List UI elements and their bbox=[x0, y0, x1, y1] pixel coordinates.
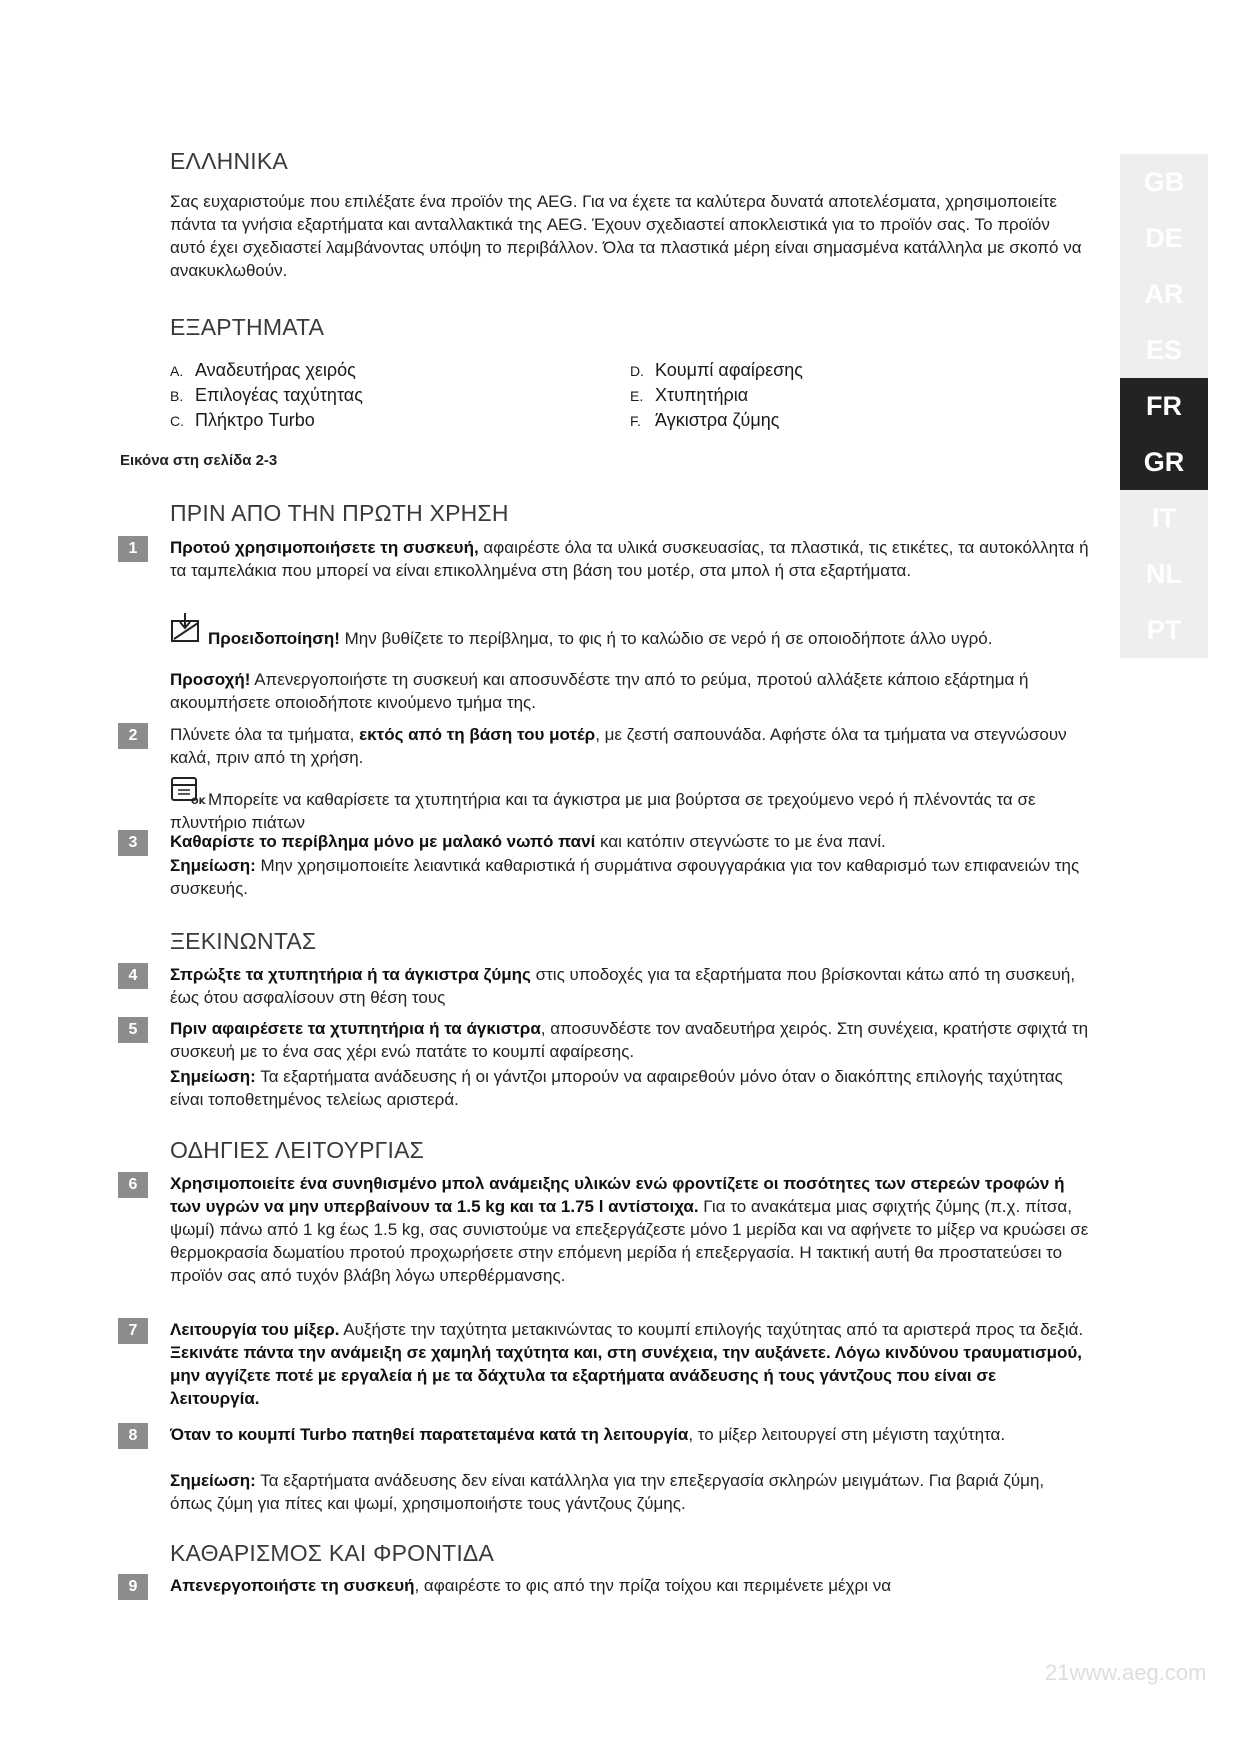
list-item: D. Κουμπί αφαίρεσης bbox=[630, 360, 803, 380]
list-item: A. Αναδευτήρας χειρός bbox=[170, 360, 356, 380]
step-2-text: Πλύνετε όλα τα τμήματα, εκτός από τη βάση του μοτέρ, με ζεστή σαπουνάδα. Αφήστε όλα τα τμήματα να στεγνώσουν καλά, πριν από τη χρήση. bbox=[170, 725, 1067, 767]
step-3-note: Σημείωση: Μην χρησιμοποιείτε λειαντικά καθαριστικά ή συρμάτινα σφουγγαράκια για τον καθαρισμό των επιφανειών της συσκευής. bbox=[170, 856, 1080, 898]
step-badge: 9 bbox=[118, 1574, 148, 1600]
dishwasher-note: OK Μπορείτε να καθαρίσετε τα χτυπητήρια και τα άγκιστρα με μια βούρτσα σε τρεχούμενο νερό ή πλένοντάς τα σε πλυντήριο πιάτων bbox=[170, 775, 1090, 834]
step-badge: 3 bbox=[118, 830, 148, 856]
section-title-getting-started: ΞΕΚΙΝΩΝΤΑΣ bbox=[170, 928, 317, 954]
step-badge: 6 bbox=[118, 1172, 148, 1198]
step-1-text: Προτού χρησιμοποιήσετε τη συσκευή, αφαιρέστε όλα τα υλικά συσκευασίας, τα πλαστικά, τις ετικέτες, τα αυτοκόλλητα ή τα ταμπελάκια που μπορεί να είναι επικολλημένα στη βάση του μοτέρ, στα μπολ ή στα εξαρτήματα. bbox=[170, 538, 1089, 580]
step-8-note: Σημείωση: Τα εξαρτήματα ανάδευσης δεν είναι κατάλληλα για την επεξεργασία σκληρών μειγμάτων. Για βαριά ζύμη, όπως ζύμη για πίτες και ψωμί, χρησιμοποιήστε τους γάντζους ζύμης. bbox=[170, 1471, 1045, 1513]
caution-text: Προσοχή! Απενεργοποιήστε τη συσκευή και αποσυνδέστε την από το ρεύμα, προτού αλλάξετε κάποιο εξάρτημα ή ακουμπήσετε οποιοδήποτε κινούμενο τμήμα της. bbox=[170, 670, 1029, 712]
list-item: C. Πλήκτρο Turbo bbox=[170, 410, 315, 430]
warning-text: Προειδοποίηση! Μην βυθίζετε το περίβλημα, το φις ή το καλώδιο σε νερό ή σε οποιοδήποτε άλλο υγρό. bbox=[170, 612, 1090, 650]
tab-gb[interactable]: GB bbox=[1120, 154, 1208, 210]
list-item: E. Χτυπητήρια bbox=[630, 385, 749, 405]
list-item: F. Άγκιστρα ζύμης bbox=[630, 410, 780, 430]
tab-nl[interactable]: NL bbox=[1120, 546, 1208, 602]
tab-it[interactable]: IT bbox=[1120, 490, 1208, 546]
tab-de[interactable]: DE bbox=[1120, 210, 1208, 266]
tab-gr[interactable]: GR bbox=[1120, 434, 1208, 490]
tab-fr[interactable]: FR bbox=[1120, 378, 1208, 434]
page-footer: 21www.aeg.com bbox=[1045, 1660, 1207, 1685]
tab-es[interactable]: ES bbox=[1120, 322, 1208, 378]
svg-text:OK: OK bbox=[191, 797, 206, 807]
section-title-before-first-use: ΠΡΙΝ ΑΠΟ ΤΗΝ ΠΡΩΤΗ ΧΡΗΣΗ bbox=[170, 500, 509, 526]
figure-reference: Εικόνα στη σελίδα 2-3 bbox=[120, 452, 278, 469]
step-badge: 4 bbox=[118, 963, 148, 989]
step-badge: 8 bbox=[118, 1423, 148, 1449]
step-5-text: Πριν αφαιρέσετε τα χτυπητήρια ή τα άγκιστρα, αποσυνδέστε τον αναδευτήρα χειρός. Στη συνέχεια, κρατήστε σφιχτά τη συσκευή με το ένα σας χέρι ενώ πατάτε το κουμπί αφαίρεσης. bbox=[170, 1019, 1089, 1061]
step-6-text: Χρησιμοποιείτε ένα συνηθισμένο μπολ ανάμειξης υλικών ενώ φροντίζετε οι ποσότητες των στερεών τροφών ή των υγρών να μην υπερβαίνουν τα 1.5 kg και τα 1.75 l αντίστοιχα. Για το ανακάτεμα μιας σφιχτής ζύμης (π.χ. πίτσα, ψωμί) πάνω από 1 kg έως 1.5 kg, σας συνιστούμε να επεξεργάζεστε μόνο 1 μερίδα και να αφήνετε το μίξερ να κρυώσει σε θερμοκρασία δωματίου προτού προχωρήσετε στην επόμενη μερίδα ή επεξεργασία. Η τακτική αυτή θα προστατεύσει το προϊόν σας από τυχόν βλάβη λόγω υπερθέρμανσης. bbox=[170, 1174, 1089, 1285]
language-title: ΕΛΛΗΝΙΚΑ bbox=[170, 148, 288, 174]
intro-paragraph: Σας ευχαριστούμε που επιλέξατε ένα προϊόν της AEG. Για να έχετε τα καλύτερα δυνατά αποτελέσματα, χρησιμοποιείτε πάντα τα γνήσια εξαρτήματα και ανταλλακτικά της AEG. Έχουν σχεδιαστεί αποκλειστικά για το προϊόν σας. Το προϊόν αυτό έχει σχεδιαστεί λαμβάνοντας υπόψη το περιβάλλον. Όλα τα πλαστικά μέρη είναι σημασμένα κατάλληλα με σκοπό να ανακυκλωθούν. bbox=[170, 192, 1082, 280]
accessories-list-right bbox=[630, 358, 1010, 433]
step-8-text: Όταν το κουμπί Turbo πατηθεί παρατεταμένα κατά τη λειτουργία, το μίξερ λειτουργεί στη μέγιστη ταχύτητα. bbox=[170, 1425, 1006, 1444]
tab-ar[interactable]: AR bbox=[1120, 266, 1208, 322]
section-title-cleaning-care: ΚΑΘΑΡΙΣΜΟΣ ΚΑΙ ΦΡΟΝΤΙΔΑ bbox=[170, 1540, 495, 1566]
step-badge: 5 bbox=[118, 1017, 148, 1043]
step-9-text: Απενεργοποιήστε τη συσκευή, αφαιρέστε το φις από την πρίζα τοίχου και περιμένετε μέχρι να bbox=[170, 1576, 892, 1595]
step-3-text: Καθαρίστε το περίβλημα μόνο με μαλακό νωπό πανί και κατόπιν στεγνώστε το με ένα πανί. bbox=[170, 832, 886, 851]
dishwasher-icon bbox=[170, 775, 204, 811]
step-badge: 1 bbox=[118, 536, 148, 562]
section-title-operating-instructions: ΟΔΗΓΙΕΣ ΛΕΙΤΟΥΡΓΙΑΣ bbox=[170, 1137, 425, 1163]
step-5-note: Σημείωση: Τα εξαρτήματα ανάδευσης ή οι γάντζοι μπορούν να αφαιρεθούν μόνο όταν ο διακόπτης επιλογής ταχύτητας είναι τοποθετημένος τελείως αριστερά. bbox=[170, 1067, 1063, 1109]
accessories-title: ΕΞΑΡΤΗΜΑΤΑ bbox=[170, 314, 325, 340]
step-badge: 7 bbox=[118, 1318, 148, 1344]
step-badge: 2 bbox=[118, 723, 148, 749]
step-7-text: Λειτουργία του μίξερ. Αυξήστε την ταχύτητα μετακινώντας το κουμπί επιλογής ταχύτητας από τα αριστερά προς τα δεξιά. Ξεκινάτε πάντα την ανάμειξη σε χαμηλή ταχύτητα και, στη συνέχεια, την αυξάνετε. Λόγω κινδύνου τραυματισμού, μην αγγίζετε ποτέ με εργαλεία ή με τα δάχτυλα τα εξαρτήματα ανάδευσης ή τους γάντζους που είναι σε λειτουργία. bbox=[170, 1320, 1084, 1408]
accessories-list-left bbox=[170, 358, 630, 433]
no-immerse-warning-icon bbox=[170, 612, 204, 650]
tab-pt[interactable]: PT bbox=[1120, 602, 1208, 658]
list-item: B. Επιλογέας ταχύτητας bbox=[170, 385, 363, 405]
step-4-text: Σπρώξτε τα χτυπητήρια ή τα άγκιστρα ζύμης στις υποδοχές για τα εξαρτήματα που βρίσκονται κάτω από τη συσκευή, έως ότου ασφαλίσουν στη θέση τους bbox=[170, 965, 1076, 1007]
